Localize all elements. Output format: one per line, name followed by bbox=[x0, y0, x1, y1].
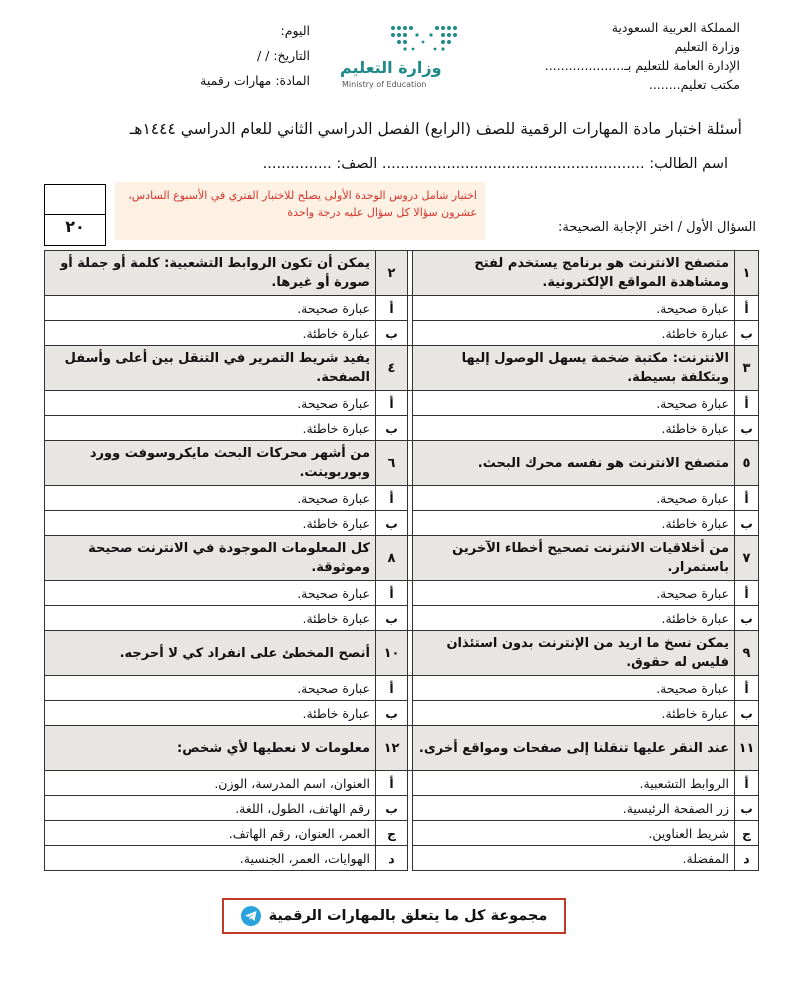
ministry-label: وزارة التعليم bbox=[674, 39, 740, 54]
answer-option[interactable]: عبارة خاطئة. bbox=[413, 511, 735, 536]
question-number: ٤ bbox=[376, 346, 408, 391]
answer-option[interactable]: المفضلة. bbox=[413, 846, 735, 871]
logo-arabic-text: وزارة التعليم bbox=[340, 58, 442, 77]
column-gap bbox=[408, 511, 413, 536]
option-letter: ب bbox=[735, 321, 759, 346]
column-gap bbox=[408, 821, 413, 846]
column-gap bbox=[408, 536, 413, 581]
option-letter: ج bbox=[735, 821, 759, 846]
question-row bbox=[45, 251, 759, 296]
question-text: من أخلاقيات الانترنت تصحيح أخطاء الآخرين باستمرار. bbox=[413, 536, 735, 581]
option-letter: ب bbox=[376, 321, 408, 346]
option-letter: ب bbox=[735, 416, 759, 441]
telegram-icon bbox=[241, 906, 261, 926]
header-left-block bbox=[150, 18, 310, 93]
option-letter: أ bbox=[376, 676, 408, 701]
question-row bbox=[45, 346, 759, 391]
option-letter: ب bbox=[735, 796, 759, 821]
answer-option[interactable]: عبارة صحيحة. bbox=[413, 676, 735, 701]
answer-row bbox=[45, 486, 759, 511]
column-gap bbox=[408, 771, 413, 796]
option-letter: ب bbox=[376, 511, 408, 536]
question-number: ٨ bbox=[376, 536, 408, 581]
answer-option[interactable]: عبارة صحيحة. bbox=[413, 391, 735, 416]
question-number: ٢ bbox=[376, 251, 408, 296]
answer-row bbox=[45, 676, 759, 701]
question-text: متصفح الانترنت هو برنامج يستخدم لفتح ومشاهدة المواقع الإلكترونية. bbox=[413, 251, 735, 296]
answer-option[interactable]: عبارة صحيحة. bbox=[45, 676, 376, 701]
option-letter: أ bbox=[735, 771, 759, 796]
answer-option[interactable]: عبارة صحيحة. bbox=[45, 581, 376, 606]
option-letter: أ bbox=[735, 296, 759, 321]
question-number: ١١ bbox=[735, 726, 759, 771]
option-letter: د bbox=[376, 846, 408, 871]
country-label: المملكة العربية السعودية bbox=[611, 20, 740, 35]
student-info-line: اسم الطالب: ......................................................... الصف: ............... bbox=[262, 156, 728, 172]
question-number: ١٢ bbox=[376, 726, 408, 771]
option-letter: د bbox=[735, 846, 759, 871]
score-box bbox=[44, 184, 106, 246]
option-letter: ب bbox=[376, 796, 408, 821]
question-row bbox=[45, 726, 759, 771]
option-letter: أ bbox=[735, 486, 759, 511]
option-letter: ب bbox=[735, 606, 759, 631]
ministry-logo bbox=[330, 18, 480, 90]
option-letter: ب bbox=[735, 701, 759, 726]
answer-row bbox=[45, 321, 759, 346]
answer-option[interactable]: رقم الهاتف، الطول، اللغة. bbox=[45, 796, 376, 821]
question-number: ٣ bbox=[735, 346, 759, 391]
question-text: معلومات لا نعطيها لأي شخص: bbox=[45, 726, 376, 771]
answer-option[interactable]: عبارة خاطئة. bbox=[413, 606, 735, 631]
question-number: ٥ bbox=[735, 441, 759, 486]
answer-option[interactable]: عبارة صحيحة. bbox=[45, 296, 376, 321]
column-gap bbox=[408, 391, 413, 416]
question-number: ٩ bbox=[735, 631, 759, 676]
option-letter: أ bbox=[376, 771, 408, 796]
column-gap bbox=[408, 251, 413, 296]
answer-option[interactable]: عبارة صحيحة. bbox=[413, 296, 735, 321]
logo-english-text: Ministry of Education bbox=[342, 80, 427, 89]
answer-option[interactable]: عبارة خاطئة. bbox=[45, 321, 376, 346]
option-letter: ب bbox=[376, 416, 408, 441]
question-number: ١٠ bbox=[376, 631, 408, 676]
option-letter: ج bbox=[376, 821, 408, 846]
answer-option[interactable]: عبارة خاطئة. bbox=[413, 701, 735, 726]
question-text: عند النقر عليها تنقلنا إلى صفحات ومواقع أخرى. bbox=[413, 726, 735, 771]
answer-row bbox=[45, 771, 759, 796]
answer-option[interactable]: عبارة صحيحة. bbox=[413, 486, 735, 511]
answer-row bbox=[45, 796, 759, 821]
answer-row bbox=[45, 701, 759, 726]
question-text: أنصح المخطئ على انفراد كي لا أحرجه. bbox=[45, 631, 376, 676]
exam-title: أسئلة اختبار مادة المهارات الرقمية للصف (الرابع) الفصل الدراسي الثاني للعام الدراسي ١٤٤٤هـ bbox=[129, 120, 742, 138]
question-number: ١ bbox=[735, 251, 759, 296]
subject-label: المادة: مهارات رقمية bbox=[200, 73, 310, 88]
column-gap bbox=[408, 581, 413, 606]
option-letter: أ bbox=[376, 296, 408, 321]
answer-option[interactable]: عبارة صحيحة. bbox=[45, 486, 376, 511]
column-gap bbox=[408, 701, 413, 726]
column-gap bbox=[408, 606, 413, 631]
answer-row bbox=[45, 846, 759, 871]
question-text: يمكن أن تكون الروابط التشعبية: كلمة أو جملة أو صورة أو غيرها. bbox=[45, 251, 376, 296]
option-letter: أ bbox=[376, 486, 408, 511]
question-number: ٦ bbox=[376, 441, 408, 486]
banner-text: مجموعة كل ما يتعلق بالمهارات الرقمية bbox=[268, 908, 548, 924]
column-gap bbox=[408, 416, 413, 441]
column-gap bbox=[408, 486, 413, 511]
total-score: ٢٠ bbox=[65, 217, 85, 236]
option-letter: ب bbox=[735, 511, 759, 536]
answer-row bbox=[45, 391, 759, 416]
header-right-block bbox=[500, 18, 740, 94]
answer-option[interactable]: عبارة خاطئة. bbox=[45, 606, 376, 631]
option-letter: ب bbox=[376, 701, 408, 726]
date-label: التاريخ: / / bbox=[256, 48, 310, 63]
column-gap bbox=[408, 846, 413, 871]
answer-option[interactable]: عبارة خاطئة. bbox=[45, 511, 376, 536]
answer-option[interactable]: العمر، العنوان، رقم الهاتف. bbox=[45, 821, 376, 846]
option-letter: أ bbox=[376, 391, 408, 416]
answer-row bbox=[45, 416, 759, 441]
column-gap bbox=[408, 631, 413, 676]
option-letter: أ bbox=[735, 391, 759, 416]
score-divider bbox=[45, 214, 105, 215]
option-letter: ب bbox=[376, 606, 408, 631]
day-label: اليوم: bbox=[280, 23, 310, 38]
question-text: الانترنت: مكتبة ضخمة يسهل الوصول إليها وبتكلفة بسيطة. bbox=[413, 346, 735, 391]
answer-row bbox=[45, 511, 759, 536]
question-text: يمكن نسخ ما اريد من الإنترنت بدون استئذان فليس له حقوق. bbox=[413, 631, 735, 676]
question-text: يفيد شريط التمرير في التنقل بين أعلى وأسفل الصفحة. bbox=[45, 346, 376, 391]
exam-note: اختبار شامل دروس الوحدة الأولى يصلح للاختبار الفتري في الأسبوع السادس، عشرون سؤالا كل سؤال عليه درجة واحدة bbox=[115, 182, 485, 240]
answer-option[interactable]: عبارة خاطئة. bbox=[413, 416, 735, 441]
answer-option[interactable]: الروابط التشعبية. bbox=[413, 771, 735, 796]
logo-dots-icon bbox=[385, 22, 465, 56]
question-text: كل المعلومات الموجودة في الانترنت صحيحة وموثوقة. bbox=[45, 536, 376, 581]
column-gap bbox=[408, 796, 413, 821]
answer-row bbox=[45, 581, 759, 606]
answer-option[interactable]: عبارة خاطئة. bbox=[413, 321, 735, 346]
answer-option[interactable]: العنوان، اسم المدرسة، الوزن. bbox=[45, 771, 376, 796]
option-letter: أ bbox=[735, 581, 759, 606]
answer-option[interactable]: زر الصفحة الرئيسية. bbox=[413, 796, 735, 821]
answer-row bbox=[45, 296, 759, 321]
answer-option[interactable]: عبارة صحيحة. bbox=[413, 581, 735, 606]
answer-option[interactable]: عبارة خاطئة. bbox=[45, 701, 376, 726]
answer-row bbox=[45, 606, 759, 631]
answer-option[interactable]: شريط العناوين. bbox=[413, 821, 735, 846]
question-row bbox=[45, 536, 759, 581]
column-gap bbox=[408, 726, 413, 771]
question-text: من أشهر محركات البحث مايكروسوفت وورد وبوربوينت. bbox=[45, 441, 376, 486]
column-gap bbox=[408, 296, 413, 321]
question-number: ٧ bbox=[735, 536, 759, 581]
question-row bbox=[45, 631, 759, 676]
column-gap bbox=[408, 321, 413, 346]
answer-row bbox=[45, 821, 759, 846]
question-row bbox=[45, 441, 759, 486]
section-title: السؤال الأول / اختر الإجابة الصحيحة: bbox=[558, 220, 756, 235]
telegram-banner[interactable] bbox=[222, 898, 566, 934]
column-gap bbox=[408, 676, 413, 701]
option-letter: أ bbox=[735, 676, 759, 701]
column-gap bbox=[408, 441, 413, 486]
column-gap bbox=[408, 346, 413, 391]
answer-option[interactable]: عبارة خاطئة. bbox=[45, 416, 376, 441]
question-text: متصفح الانترنت هو نفسه محرك البحث. bbox=[413, 441, 735, 486]
answer-option[interactable]: الهوايات، العمر، الجنسية. bbox=[45, 846, 376, 871]
option-letter: أ bbox=[376, 581, 408, 606]
office-label: مكتب تعليم........ bbox=[648, 77, 740, 92]
answer-option[interactable]: عبارة صحيحة. bbox=[45, 391, 376, 416]
questions-table bbox=[44, 250, 759, 871]
directorate-label: الإدارة العامة للتعليم بـ.................... bbox=[544, 58, 740, 73]
